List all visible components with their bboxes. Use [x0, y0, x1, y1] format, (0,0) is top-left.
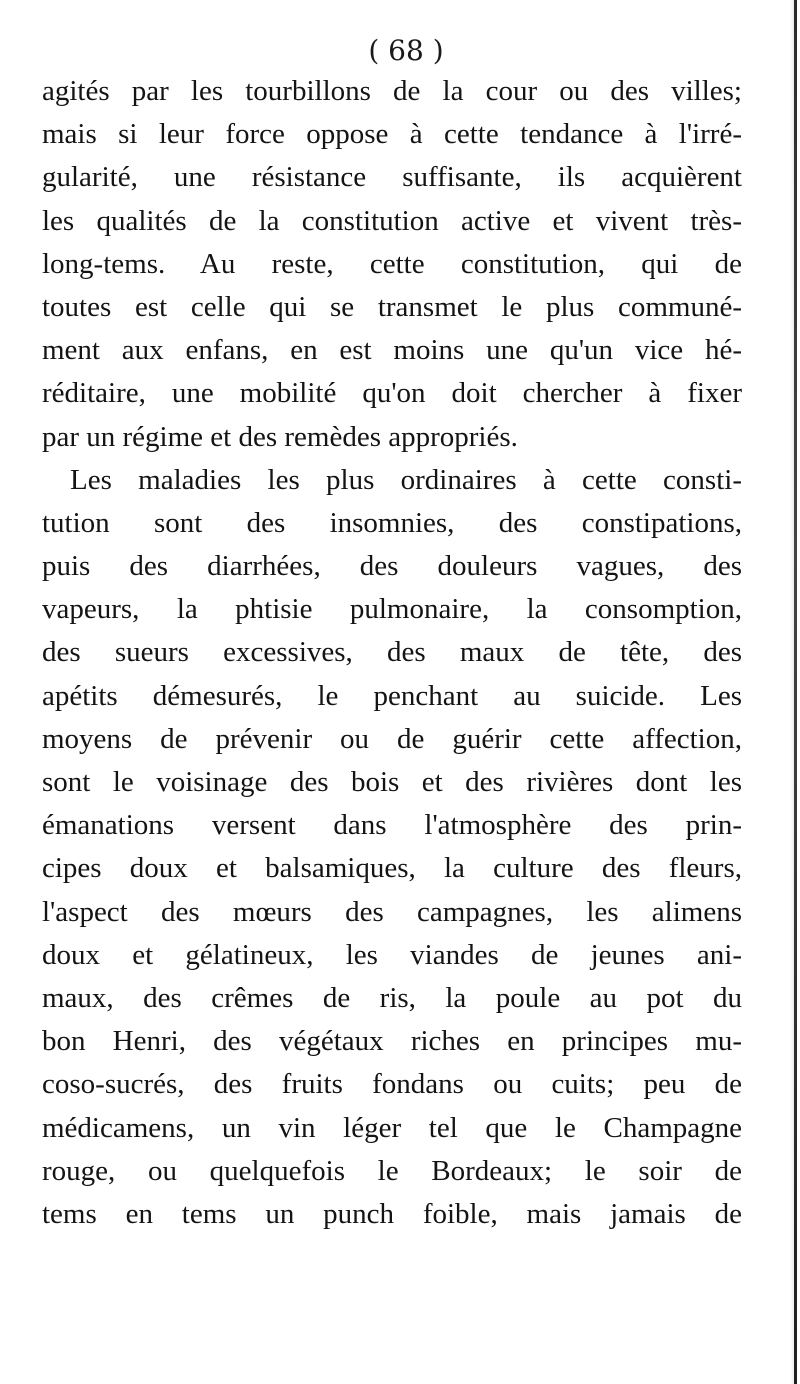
text-line: tems en tems un punch foible, mais jamais de — [42, 1197, 742, 1230]
text-line: doux et gélatineux, les viandes de jeunes ani- — [42, 938, 742, 971]
text-line: apétits démesurés, le penchant au suicide. Les — [42, 679, 742, 712]
text-line: coso-sucrés, des fruits fondans ou cuits; peu de — [42, 1068, 742, 1101]
text-line: rouge, ou quelquefois le Bordeaux; le soir de — [42, 1154, 742, 1187]
text-line: toutes est celle qui se transmet le plus communé- — [42, 290, 742, 323]
text-line: maux, des crêmes de ris, la poule au pot du — [42, 981, 742, 1014]
text-line: gularité, une résistance suffisante, ils acquièrent — [42, 161, 742, 194]
text-line: mais si leur force oppose à cette tendance à l'irré- — [42, 118, 742, 151]
text-line: médicamens, un vin léger tel que le Champagne — [42, 1111, 742, 1144]
body-text — [42, 70, 742, 1236]
text-line: agités par les tourbillons de la cour ou des villes; — [42, 75, 742, 107]
text-line: moyens de prévenir ou de guérir cette affection, — [42, 722, 742, 755]
text-line: sont le voisinage des bois et des rivières dont les — [42, 766, 742, 798]
text-line: long-tems. Au reste, cette constitution, qui de — [42, 247, 742, 280]
text-line: bon Henri, des végétaux riches en principes mu- — [42, 1025, 742, 1058]
text-line: tution sont des insomnies, des constipations, — [42, 506, 742, 539]
text-line: des sueurs excessives, des maux de tête, des — [42, 636, 742, 669]
text-line: vapeurs, la phtisie pulmonaire, la consomption, — [42, 593, 742, 626]
text-line: réditaire, une mobilité qu'on doit chercher à fixer — [42, 377, 742, 410]
text-line: ment aux enfans, en est moins une qu'un vice hé- — [42, 334, 742, 367]
text-line: émanations versent dans l'atmosphère des prin- — [42, 809, 742, 842]
paragraph-first-line: Les maladies les plus ordinaires à cette consti- — [70, 463, 742, 496]
paragraph-end-line: par un régime et des remèdes appropriés. — [42, 420, 518, 453]
text-line: puis des diarrhées, des douleurs vagues, des — [42, 550, 742, 583]
text-line: cipes doux et balsamiques, la culture des fleurs, — [42, 852, 742, 885]
text-line: l'aspect des mœurs des campagnes, les alimens — [42, 895, 742, 928]
page-number: ( 68 ) — [368, 34, 444, 67]
text-line: les qualités de la constitution active et vivent très- — [42, 204, 742, 237]
page-edge-line — [794, 0, 797, 1384]
